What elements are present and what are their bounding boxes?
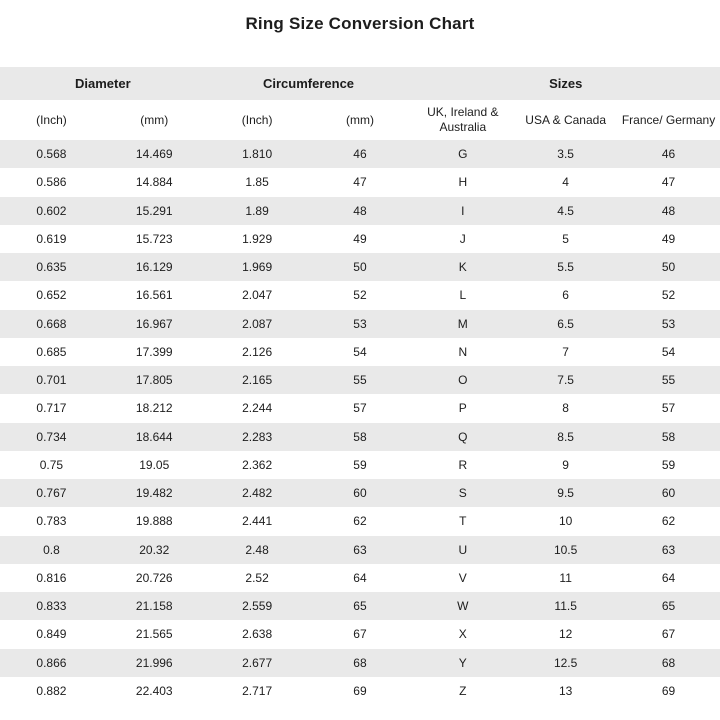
table-cell: O [458, 373, 468, 388]
column-header-uk-ireland-australia: UK, Ireland & Australia [411, 100, 514, 140]
table-cell: 0.717 [36, 401, 67, 416]
table-cell: 18.212 [135, 401, 173, 416]
table-cell: 52 [353, 288, 367, 303]
table-cell: 1.85 [245, 175, 269, 190]
table-cell: 0.619 [36, 231, 67, 246]
table-cell: 0.866 [36, 655, 67, 670]
table-cell: 55 [661, 373, 676, 388]
table-row [0, 677, 720, 705]
page-title: Ring Size Conversion Chart [245, 14, 475, 33]
table-cell: 0.602 [36, 203, 67, 218]
table-cell: 2.559 [242, 599, 273, 614]
column-header-diameter-mm: (mm) [103, 100, 206, 140]
table-cell: 69 [353, 683, 367, 698]
table-cell: T [459, 514, 467, 529]
table-cell: 47 [353, 175, 367, 190]
table-cell: 2.52 [245, 570, 269, 585]
table-cell: 57 [661, 401, 676, 416]
table-cell: 68 [353, 655, 367, 670]
table-cell: 2.362 [242, 457, 273, 472]
table-row [0, 507, 720, 535]
table-row [0, 451, 720, 479]
table-cell: Y [458, 655, 467, 670]
table-cell: 2.283 [242, 429, 273, 444]
ring-size-conversion-table [0, 67, 720, 705]
table-cell: 3.5 [557, 147, 574, 162]
table-cell: 55 [353, 373, 367, 388]
table-cell: 57 [353, 401, 367, 416]
column-header-diameter-inch: (Inch) [0, 100, 103, 140]
table-cell: 2.165 [242, 373, 273, 388]
table-cell: L [459, 288, 467, 303]
table-cell: 0.668 [36, 316, 67, 331]
table-cell: 5.5 [557, 260, 574, 275]
table-cell: 0.849 [36, 627, 67, 642]
table-cell: 14.469 [135, 147, 173, 162]
table-cell: M [457, 316, 468, 331]
table-cell: 49 [353, 231, 367, 246]
table-cell: 0.8 [43, 542, 60, 557]
table-cell: 16.561 [135, 288, 173, 303]
table-cell: 63 [353, 542, 367, 557]
table-row [0, 479, 720, 507]
table-cell: 0.586 [36, 175, 67, 190]
table-row [0, 225, 720, 253]
table-cell: 65 [661, 599, 676, 614]
table-row [0, 197, 720, 225]
table-row [0, 310, 720, 338]
group-header-sizes: Sizes [411, 67, 720, 100]
table-cell: 64 [353, 570, 367, 585]
table-cell: N [458, 344, 468, 359]
table-row [0, 253, 720, 281]
table-cell: 69 [661, 683, 676, 698]
table-cell: 50 [353, 260, 367, 275]
table-row [0, 338, 720, 366]
table-cell: 67 [353, 627, 367, 642]
table-cell: 46 [661, 147, 676, 162]
table-cell: 2.441 [242, 514, 273, 529]
table-cell: 12 [558, 627, 573, 642]
table-cell: 17.805 [135, 373, 173, 388]
table-cell: 49 [661, 231, 676, 246]
table-cell: 5 [562, 231, 569, 246]
table-row [0, 649, 720, 677]
table-cell: 22.403 [135, 683, 173, 698]
table-cell: P [458, 401, 467, 416]
table-cell: 0.882 [36, 683, 67, 698]
table-cell: 0.685 [36, 344, 67, 359]
table-cell: 59 [353, 457, 367, 472]
table-cell: 50 [661, 260, 676, 275]
table-row [0, 620, 720, 648]
table-cell: Q [458, 429, 468, 444]
table-header [0, 67, 720, 140]
table-cell: 15.723 [135, 231, 173, 246]
table-cell: 1.810 [242, 147, 273, 162]
table-cell: 2.717 [242, 683, 273, 698]
table-column-header-row [0, 100, 720, 140]
table-cell: 20.32 [139, 542, 170, 557]
table-cell: 18.644 [135, 429, 173, 444]
table-cell: 8 [562, 401, 569, 416]
column-header-circumference-inch: (Inch) [206, 100, 309, 140]
table-cell: 17.399 [135, 344, 173, 359]
table-cell: 12.5 [553, 655, 578, 670]
table-cell: 11.5 [554, 599, 577, 614]
table-body [0, 140, 720, 705]
table-cell: Z [459, 683, 467, 698]
table-cell: 0.767 [36, 486, 67, 501]
column-header-france-germany: France/ Germany [617, 100, 720, 140]
table-cell: 2.48 [245, 542, 269, 557]
table-cell: 2.677 [242, 655, 273, 670]
table-cell: 13 [558, 683, 573, 698]
table-cell: 6 [562, 288, 569, 303]
table-cell: 19.482 [135, 486, 173, 501]
table-cell: 54 [353, 344, 367, 359]
table-row [0, 366, 720, 394]
table-cell: 14.884 [135, 175, 173, 190]
table-cell: 21.158 [135, 599, 173, 614]
table-cell: 21.996 [135, 655, 173, 670]
table-cell: 47 [661, 175, 676, 190]
table-cell: 48 [353, 203, 367, 218]
table-cell: 9 [562, 457, 569, 472]
table-cell: 64 [661, 570, 676, 585]
table-cell: 60 [353, 486, 367, 501]
table-cell: 2.638 [242, 627, 273, 642]
table-cell: 52 [661, 288, 676, 303]
table-cell: 2.126 [242, 344, 273, 359]
table-cell: W [457, 599, 469, 614]
table-row [0, 536, 720, 564]
table-cell: 10 [558, 514, 573, 529]
table-cell: 4 [562, 175, 569, 190]
table-cell: 7 [562, 344, 569, 359]
table-cell: J [459, 231, 466, 246]
table-cell: 62 [353, 514, 367, 529]
table-cell: 7.5 [557, 373, 574, 388]
table-cell: R [458, 457, 468, 472]
table-cell: 1.969 [242, 260, 273, 275]
table-cell: U [458, 542, 468, 557]
table-cell: 21.565 [135, 627, 173, 642]
table-cell: V [458, 570, 467, 585]
table-cell: 10.5 [553, 542, 578, 557]
table-cell: I [461, 203, 465, 218]
group-header-circumference: Circumference [206, 67, 412, 100]
table-cell: 63 [661, 542, 676, 557]
column-header-usa-canada: USA & Canada [514, 100, 617, 140]
table-row [0, 281, 720, 309]
table-cell: 0.816 [36, 570, 67, 585]
table-cell: 1.89 [245, 203, 269, 218]
table-cell: 2.482 [242, 486, 273, 501]
table-cell: 20.726 [135, 570, 173, 585]
table-cell: 0.734 [36, 429, 67, 444]
table-cell: 9.5 [557, 486, 574, 501]
table-cell: S [458, 486, 467, 501]
table-cell: 0.652 [36, 288, 67, 303]
table-cell: 15.291 [135, 203, 173, 218]
group-header-diameter: Diameter [0, 67, 206, 100]
table-cell: 16.129 [135, 260, 173, 275]
table-cell: 11 [559, 570, 572, 585]
table-row [0, 140, 720, 168]
table-cell: 58 [661, 429, 676, 444]
table-cell: X [458, 627, 467, 642]
table-cell: 67 [661, 627, 676, 642]
table-cell: 6.5 [557, 316, 574, 331]
table-row [0, 564, 720, 592]
table-cell: 62 [661, 514, 676, 529]
table-cell: 60 [661, 486, 676, 501]
table-cell: G [458, 147, 468, 162]
table-cell: 2.047 [242, 288, 273, 303]
table-cell: 65 [353, 599, 367, 614]
table-cell: 54 [661, 344, 676, 359]
table-cell: 0.635 [36, 260, 67, 275]
table-cell: 59 [661, 457, 676, 472]
table-cell: K [458, 260, 467, 275]
table-cell: H [458, 175, 468, 190]
table-cell: 0.701 [36, 373, 67, 388]
table-cell: 58 [353, 429, 367, 444]
table-cell: 0.75 [39, 457, 64, 472]
table-cell: 4.5 [557, 203, 574, 218]
table-row [0, 592, 720, 620]
table-cell: 0.568 [36, 147, 67, 162]
column-header-circumference-mm: (mm) [309, 100, 412, 140]
table-cell: 0.833 [36, 599, 67, 614]
table-cell: 48 [661, 203, 676, 218]
table-cell: 1.929 [242, 231, 273, 246]
table-row [0, 168, 720, 196]
table-cell: 53 [353, 316, 367, 331]
table-cell: 19.888 [135, 514, 173, 529]
table-cell: 68 [661, 655, 676, 670]
table-cell: 53 [661, 316, 676, 331]
table-cell: 19.05 [139, 457, 170, 472]
table-cell: 0.783 [36, 514, 67, 529]
table-row [0, 394, 720, 422]
table-cell: 2.087 [242, 316, 273, 331]
table-cell: 46 [353, 147, 367, 162]
table-cell: 16.967 [135, 316, 173, 331]
table-group-header-row [0, 67, 720, 100]
table-row [0, 423, 720, 451]
table-cell: 8.5 [557, 429, 574, 444]
table-cell: 2.244 [242, 401, 273, 416]
